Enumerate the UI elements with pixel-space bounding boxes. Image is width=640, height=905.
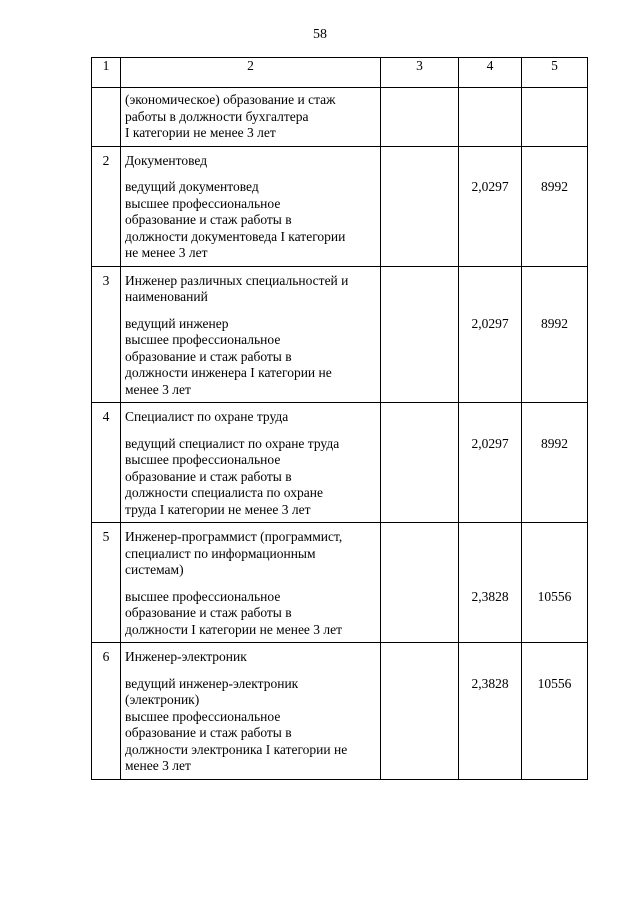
position-requirements — [125, 589, 376, 639]
coefficient-cell: 2,3828 — [459, 643, 522, 780]
title-line: Инженер-программист (программист, — [125, 529, 343, 544]
requirement-line: образование и стаж работы в — [125, 348, 292, 364]
requirement-line: образование и стаж работы в — [125, 212, 292, 227]
header-cell: 2 — [121, 58, 381, 88]
col3-cell — [381, 403, 459, 523]
table-row — [92, 146, 588, 266]
table-row — [92, 523, 588, 643]
description-line: (экономическое) образование и стаж — [125, 92, 336, 107]
salary-cell: 10556 — [522, 643, 588, 780]
title-line: специалист по информационным — [125, 545, 316, 561]
col3-cell — [381, 266, 459, 403]
position-requirements — [125, 436, 376, 519]
description-line: I категории не менее 3 лет — [125, 125, 276, 140]
page-number: 58 — [313, 27, 327, 42]
table-row — [92, 643, 588, 780]
requirement-line: ведущий документовед — [125, 179, 259, 194]
requirement-line: не менее 3 лет — [125, 245, 208, 260]
description-cell — [121, 403, 381, 523]
salary-cell: 8992 — [522, 403, 588, 523]
coefficient-cell: 2,0297 — [459, 403, 522, 523]
requirement-line: менее 3 лет — [125, 381, 191, 397]
table-row — [92, 266, 588, 403]
row-number: 2 — [92, 146, 121, 266]
position-title — [125, 529, 376, 579]
position-requirements — [125, 676, 376, 775]
position-title — [125, 409, 376, 426]
title-line: системам) — [125, 562, 184, 577]
header-cell: 3 — [381, 58, 459, 88]
header-cell: 1 — [92, 58, 121, 88]
position-title — [125, 153, 376, 170]
salary-cell: 10556 — [522, 523, 588, 643]
requirement-line: высшее профессиональное — [125, 452, 281, 467]
positions-table — [91, 57, 588, 780]
header-row — [92, 58, 588, 88]
title-line: Документовед — [125, 152, 208, 168]
title-line: Инженер-электроник — [125, 649, 247, 664]
requirement-line: образование и стаж работы в — [125, 468, 292, 484]
col3-cell — [381, 146, 459, 266]
requirement-line: высшее профессиональное — [125, 332, 281, 347]
col3-cell — [381, 523, 459, 643]
requirement-line: образование и стаж работы в — [125, 725, 292, 740]
table-row — [92, 403, 588, 523]
requirement-line: ведущий инженер-электроник — [125, 675, 299, 691]
title-line: наименований — [125, 289, 208, 304]
position-title — [125, 649, 376, 666]
coefficient-cell: 2,0297 — [459, 266, 522, 403]
requirement-line: должности документоведа I категории — [125, 228, 346, 244]
description-cell — [121, 266, 381, 403]
col3-cell — [381, 643, 459, 780]
description-cell — [121, 643, 381, 780]
description-cell — [121, 523, 381, 643]
requirement-line: ведущий инженер — [125, 315, 229, 331]
requirement-line: должности I категории не менее 3 лет — [125, 621, 343, 637]
position-requirements — [125, 316, 376, 399]
requirement-line: высшее профессиональное — [125, 588, 281, 604]
coefficient-cell: 2,3828 — [459, 523, 522, 643]
requirement-line: ведущий специалист по охране труда — [125, 435, 340, 451]
row-number: 5 — [92, 523, 121, 643]
description-cell — [121, 88, 381, 147]
position-requirements — [125, 179, 376, 262]
requirement-line: высшее профессиональное — [125, 195, 281, 211]
num-cell — [92, 88, 121, 147]
salary-cell — [522, 88, 588, 147]
requirement-line: менее 3 лет — [125, 758, 191, 773]
coefficient-cell — [459, 88, 522, 147]
position-title — [125, 273, 376, 306]
requirement-line: (электроник) — [125, 692, 200, 707]
title-line: Специалист по охране труда — [125, 409, 289, 424]
requirement-line: должности инженера I категории не — [125, 365, 332, 380]
continuation-row — [92, 88, 588, 147]
col3-cell — [381, 88, 459, 147]
requirement-line: должности специалиста по охране — [125, 485, 323, 500]
salary-cell: 8992 — [522, 146, 588, 266]
description-line: работы в должности бухгалтера — [125, 108, 309, 124]
salary-cell: 8992 — [522, 266, 588, 403]
requirement-line: труда I категории не менее 3 лет — [125, 501, 311, 517]
title-line: Инженер различных специальностей и — [125, 272, 349, 288]
header-cell: 4 — [459, 58, 522, 88]
row-number: 6 — [92, 643, 121, 780]
row-number: 4 — [92, 403, 121, 523]
requirement-line: должности электроника I категории не — [125, 741, 348, 757]
header-cell: 5 — [522, 58, 588, 88]
requirement-line: высшее профессиональное — [125, 708, 281, 724]
coefficient-cell: 2,0297 — [459, 146, 522, 266]
row-number: 3 — [92, 266, 121, 403]
description-cell — [121, 146, 381, 266]
requirement-line: образование и стаж работы в — [125, 605, 292, 620]
